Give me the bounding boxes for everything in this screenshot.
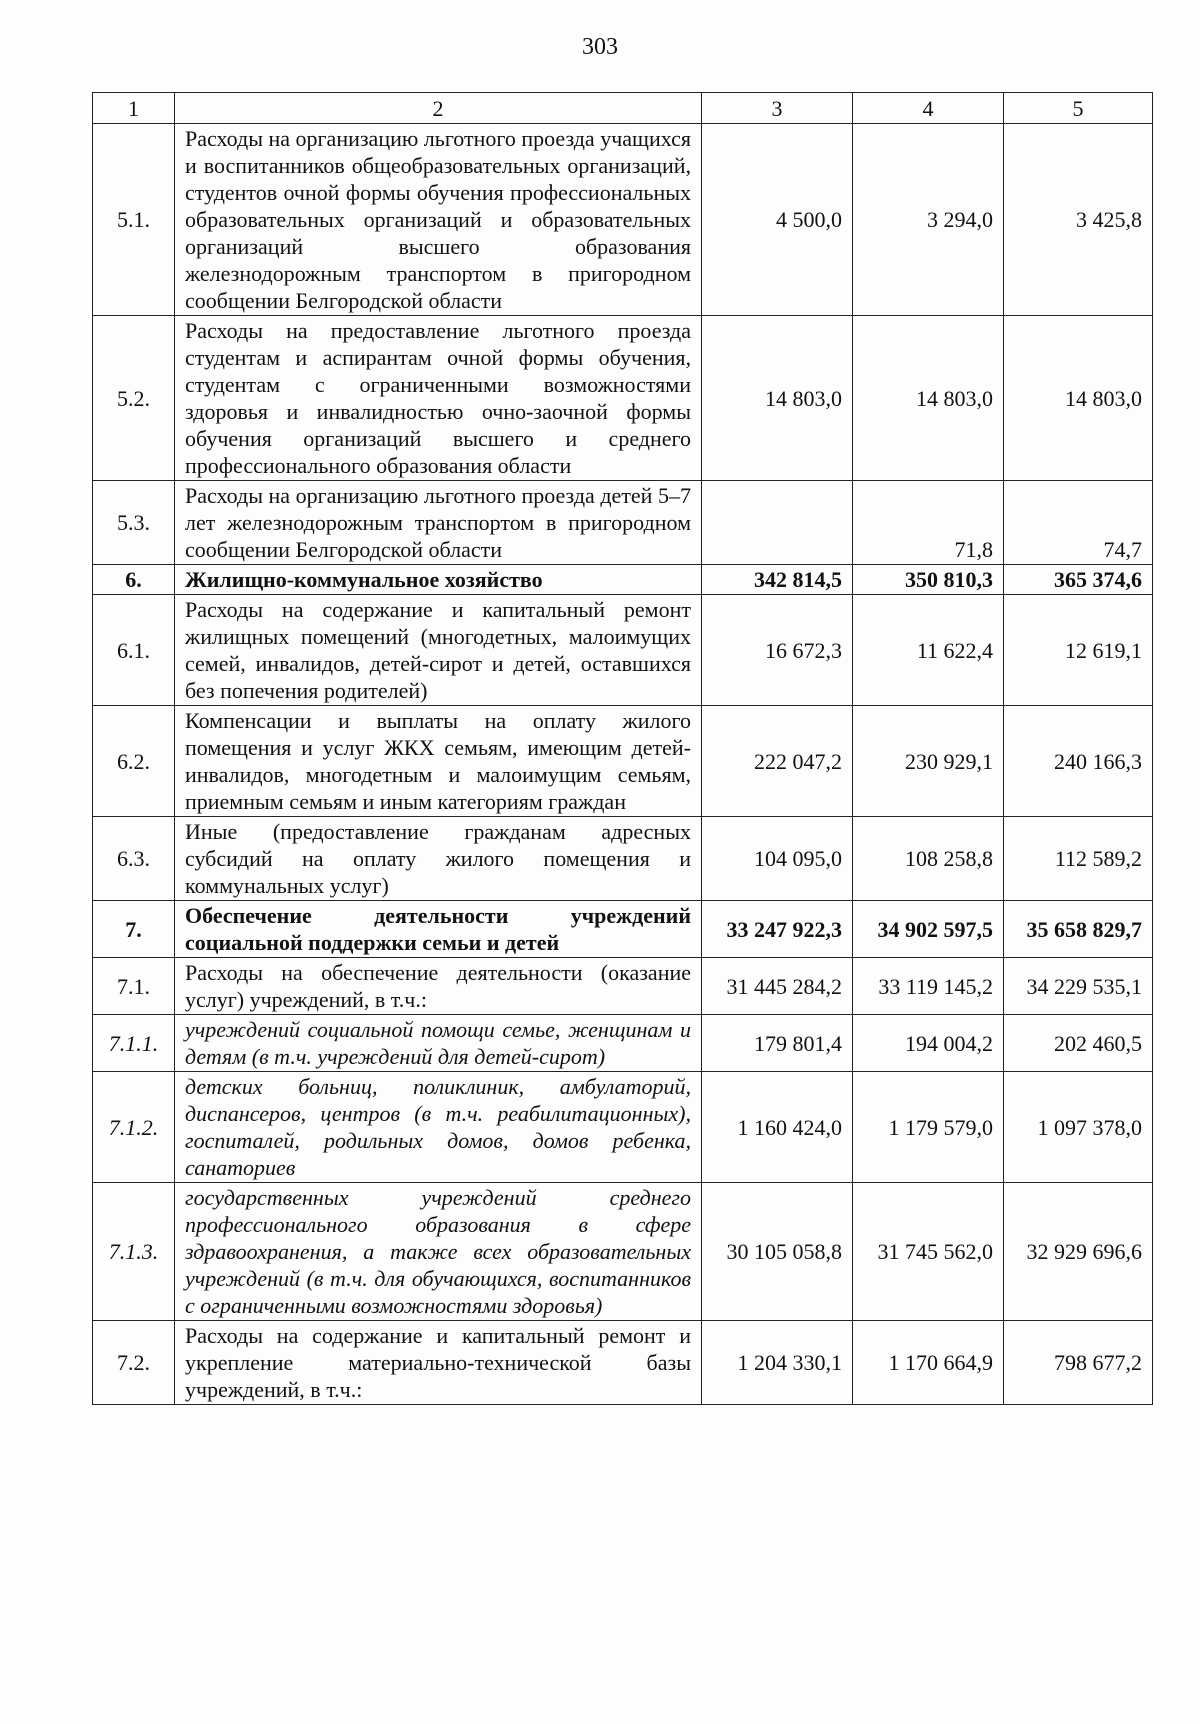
value-col-5-cell: 202 460,5 — [1004, 1015, 1153, 1072]
table-row — [93, 1072, 1153, 1183]
table-row — [93, 1183, 1153, 1321]
table-body — [93, 124, 1153, 1405]
page-number: 303 — [582, 34, 618, 60]
row-description-cell: государственных учреждений среднего профессионального образования в сфере здравоохранения, а также всех образовательных учреждений (в т.ч. для обучающихся, воспитанников с ограниченными возможностями здоровья) — [175, 1183, 702, 1321]
row-number-cell: 5.1. — [93, 124, 175, 316]
row-number-cell: 7.1.2. — [93, 1072, 175, 1183]
value-col-3-cell: 4 500,0 — [702, 124, 853, 316]
table-row — [93, 901, 1153, 958]
value-col-4-cell: 11 622,4 — [853, 595, 1004, 706]
value-col-5-cell: 14 803,0 — [1004, 316, 1153, 481]
table-row — [93, 706, 1153, 817]
value-col-3-cell: 31 445 284,2 — [702, 958, 853, 1015]
value-col-3-cell — [702, 481, 853, 565]
row-number-cell: 6.3. — [93, 817, 175, 901]
value-col-5-cell: 365 374,6 — [1004, 565, 1153, 595]
value-col-3-cell: 1 204 330,1 — [702, 1321, 853, 1405]
row-description-cell: детских больниц, поликлиник, амбулаторий, диспансеров, центров (в т.ч. реабилитационных), госпиталей, родильных домов, домов ребенка, санаториев — [175, 1072, 702, 1183]
row-description-cell: Расходы на организацию льготного проезда детей 5–7 лет железнодорожным транспортом в пригородном сообщении Белгородской области — [175, 481, 702, 565]
header-row — [93, 93, 1153, 124]
value-col-5-cell: 34 229 535,1 — [1004, 958, 1153, 1015]
table-row — [93, 958, 1153, 1015]
value-col-3-cell: 16 672,3 — [702, 595, 853, 706]
value-col-3-cell: 1 160 424,0 — [702, 1072, 853, 1183]
row-description-cell: Жилищно-коммунальное хозяйство — [175, 565, 702, 595]
value-col-4-cell: 230 929,1 — [853, 706, 1004, 817]
row-number-cell: 6. — [93, 565, 175, 595]
row-description-cell: Компенсации и выплаты на оплату жилого помещения и услуг ЖКХ семьям, имеющим детей-инвалидов, многодетным и малоимущим семьям, приемным семьям и иным категориям граждан — [175, 706, 702, 817]
table-row — [93, 1321, 1153, 1405]
value-col-4-cell: 108 258,8 — [853, 817, 1004, 901]
table-row — [93, 481, 1153, 565]
value-col-5-cell: 3 425,8 — [1004, 124, 1153, 316]
table-row — [93, 1015, 1153, 1072]
value-col-3-cell: 342 814,5 — [702, 565, 853, 595]
row-number-cell: 7.1.3. — [93, 1183, 175, 1321]
row-number-cell: 7. — [93, 901, 175, 958]
value-col-5-cell: 74,7 — [1004, 481, 1153, 565]
value-col-3-cell: 30 105 058,8 — [702, 1183, 853, 1321]
value-col-4-cell: 31 745 562,0 — [853, 1183, 1004, 1321]
value-col-4-cell: 1 179 579,0 — [853, 1072, 1004, 1183]
row-description-cell: Обеспечение деятельности учреждений социальной поддержки семьи и детей — [175, 901, 702, 958]
header-col-5: 5 — [1004, 93, 1153, 124]
value-col-5-cell: 798 677,2 — [1004, 1321, 1153, 1405]
value-col-5-cell: 112 589,2 — [1004, 817, 1153, 901]
value-col-4-cell: 34 902 597,5 — [853, 901, 1004, 958]
value-col-4-cell: 3 294,0 — [853, 124, 1004, 316]
row-number-cell: 7.1.1. — [93, 1015, 175, 1072]
row-number-cell: 5.3. — [93, 481, 175, 565]
row-number-cell: 7.2. — [93, 1321, 175, 1405]
table-row — [93, 565, 1153, 595]
value-col-3-cell: 14 803,0 — [702, 316, 853, 481]
header-col-1: 1 — [93, 93, 175, 124]
value-col-4-cell: 33 119 145,2 — [853, 958, 1004, 1015]
budget-table — [92, 92, 1153, 1405]
value-col-4-cell: 71,8 — [853, 481, 1004, 565]
table-row — [93, 124, 1153, 316]
value-col-4-cell: 1 170 664,9 — [853, 1321, 1004, 1405]
header-col-2: 2 — [175, 93, 702, 124]
row-description-cell: Расходы на содержание и капитальный ремонт жилищных помещений (многодетных, малоимущих семей, инвалидов, детей-сирот и детей, оставшихся без попечения родителей) — [175, 595, 702, 706]
value-col-3-cell: 104 095,0 — [702, 817, 853, 901]
row-description-cell: Расходы на предоставление льготного проезда студентам и аспирантам очной формы обучения, студентам с ограниченными возможностями здоровья и инвалидностью очно-заочной формы обучения организаций высшего и среднего профессионального образования области — [175, 316, 702, 481]
table-row — [93, 595, 1153, 706]
header-col-4: 4 — [853, 93, 1004, 124]
row-description-cell: Расходы на содержание и капитальный ремонт и укрепление материально-технической базы учреждений, в т.ч.: — [175, 1321, 702, 1405]
row-number-cell: 6.2. — [93, 706, 175, 817]
row-number-cell: 5.2. — [93, 316, 175, 481]
row-description-cell: Иные (предоставление гражданам адресных субсидий на оплату жилого помещения и коммунальных услуг) — [175, 817, 702, 901]
value-col-5-cell: 1 097 378,0 — [1004, 1072, 1153, 1183]
value-col-3-cell: 33 247 922,3 — [702, 901, 853, 958]
value-col-5-cell: 240 166,3 — [1004, 706, 1153, 817]
row-description-cell: Расходы на обеспечение деятельности (оказание услуг) учреждений, в т.ч.: — [175, 958, 702, 1015]
row-number-cell: 6.1. — [93, 595, 175, 706]
value-col-5-cell: 12 619,1 — [1004, 595, 1153, 706]
row-number-cell: 7.1. — [93, 958, 175, 1015]
value-col-4-cell: 14 803,0 — [853, 316, 1004, 481]
table-row — [93, 817, 1153, 901]
value-col-4-cell: 194 004,2 — [853, 1015, 1004, 1072]
value-col-5-cell: 35 658 829,7 — [1004, 901, 1153, 958]
value-col-4-cell: 350 810,3 — [853, 565, 1004, 595]
header-col-3: 3 — [702, 93, 853, 124]
row-description-cell: учреждений социальной помощи семье, женщинам и детям (в т.ч. учреждений для детей-сирот) — [175, 1015, 702, 1072]
value-col-5-cell: 32 929 696,6 — [1004, 1183, 1153, 1321]
value-col-3-cell: 222 047,2 — [702, 706, 853, 817]
value-col-3-cell: 179 801,4 — [702, 1015, 853, 1072]
table-row — [93, 316, 1153, 481]
row-description-cell: Расходы на организацию льготного проезда учащихся и воспитанников общеобразовательных организаций, студентов очной формы обучения профессиональных образовательных организаций и образовательных организаций высшего образования железнодорожным транспортом в пригородном сообщении Белгородской области — [175, 124, 702, 316]
